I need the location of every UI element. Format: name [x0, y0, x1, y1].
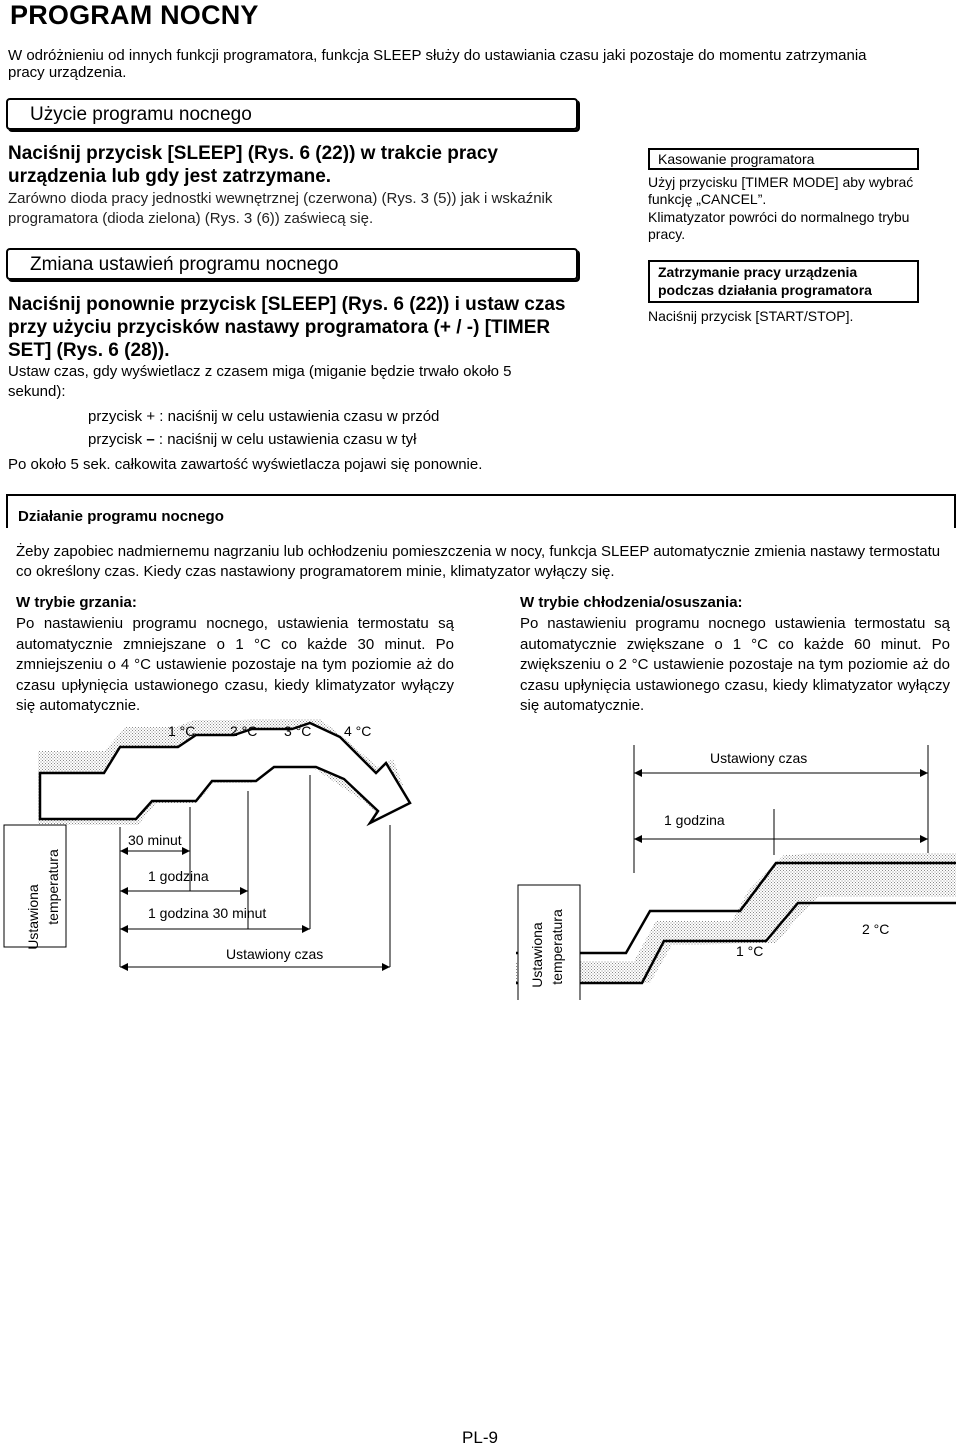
- page-number: PL-9: [462, 1428, 498, 1447]
- cool-step2-label: 2 °C: [862, 921, 890, 937]
- cancel-box-heading: [648, 148, 919, 170]
- change-section-step: Naciśnij ponownie przycisk [SLEEP] (Rys. 6 (22)) i ustaw czas przy użyciu przycisków nastawy programatora (+ / -) [TIMER SET] (Rys. 6 (28)).: [8, 294, 566, 361]
- cancel-box-heading-label: Kasowanie programatora: [658, 151, 815, 167]
- change-section-note: Ustaw czas, gdy wyświetlacz z czasem miga (miganie będzie trwało około 5 sekund):: [8, 363, 512, 400]
- cool-top-label: Ustawiony czas: [710, 750, 808, 766]
- use-section-note: Zarówno dioda pracy jednostki wewnętrznej (czerwona) (Rys. 3 (5)) jak i wskaźnik programatora (dioda zielona) (Rys. 3 (6)) zaświecą się.: [8, 190, 553, 227]
- heat-text: Po nastawieniu programu nocnego, ustawienia termostatu są automatycznie zmniejszane o 1 °C co każde 30 minut. Po zmniejszeniu o 4 °C ustawienie pozostaje na tym poziomie aż do czasu upłynięcia ustawionego czasu, kiedy klimatyzator wyłączy się automatycznie.: [16, 615, 454, 714]
- heat-temp-label: 1 °C: [168, 723, 196, 739]
- stop-box-heading-line2: podczas działania programatora: [658, 282, 872, 298]
- cool-diagram: [480, 735, 956, 1000]
- cancel-box-line1: Użyj przycisku [TIMER MODE] aby wybrać funkcję „CANCEL”.: [648, 174, 914, 207]
- heat-heading: W trybie grzania:: [16, 594, 137, 611]
- heat-time-label: 1 godzina: [148, 868, 209, 884]
- minus-line-text: : naciśnij w celu ustawienia czasu w tył: [154, 431, 417, 448]
- change-section-heading-label: Zmiana ustawień programu nocnego: [30, 254, 339, 275]
- cool-hour-label: 1 godzina: [664, 812, 725, 828]
- operation-section-header: [6, 494, 956, 528]
- minus-label: przycisk: [88, 431, 147, 448]
- stop-box-text: Naciśnij przycisk [START/STOP].: [648, 308, 854, 324]
- heat-diagram: [0, 715, 480, 980]
- use-section-heading: [6, 98, 578, 130]
- page-title: PROGRAM NOCNY: [10, 0, 259, 30]
- stop-box-heading-line1: Zatrzymanie pracy urządzenia: [658, 264, 858, 280]
- heat-axis-label: temperatura: [45, 849, 61, 925]
- minus-sign: –: [146, 431, 155, 448]
- change-section-heading: [6, 248, 578, 280]
- cool-shadow-band: [516, 853, 956, 983]
- cool-axis-label: Ustawiona: [529, 922, 545, 988]
- heat-temp-label: 4 °C: [344, 723, 372, 739]
- cool-step1-label: 1 °C: [736, 943, 764, 959]
- heat-time-label: 1 godzina 30 minut: [148, 905, 267, 921]
- heat-time-label: Ustawiony czas: [226, 946, 324, 962]
- cool-text: Po nastawieniu programu nocnego ustawienia termostatu są automatycznie zwiększane o 1 °C co każde 60 minut. Po zwiększeniu o 2 °C ustawienie pozostaje na tym poziomie aż do czasu upłynięcia ustawionego czasu, kiedy klimatyzator wyłączy się automatycznie.: [520, 615, 950, 714]
- heat-temp-label: 2 °C: [230, 723, 258, 739]
- operation-heading: Działanie programu nocnego: [18, 508, 224, 525]
- stop-box-heading: [648, 260, 919, 303]
- use-section-step: Naciśnij przycisk [SLEEP] (Rys. 6 (22)) w trakcie pracy urządzenia lub gdy jest zatrzymane.: [8, 143, 498, 187]
- after-text: Po około 5 sek. całkowita zawartość wyświetlacza pojawi się ponownie.: [8, 456, 483, 473]
- use-section-heading-label: Użycie programu nocnego: [30, 104, 252, 125]
- intro-text: W odróżnieniu od innych funkcji programatora, funkcja SLEEP służy do ustawiania czasu jaki pozostaje do momentu zatrzymania pracy urządzenia.: [8, 47, 867, 81]
- cancel-box-line2: Klimatyzator powróci do normalnego trybu pracy.: [648, 209, 910, 242]
- heat-temp-label: 3 °C: [284, 723, 312, 739]
- heat-axis-label: Ustawiona: [25, 884, 41, 950]
- minus-button-line: [88, 430, 416, 450]
- heat-time-label: 30 minut: [128, 832, 182, 848]
- cool-heading: W trybie chłodzenia/osuszania:: [520, 594, 743, 611]
- plus-button-line: przycisk + : naciśnij w celu ustawienia czasu w przód: [88, 408, 440, 425]
- operation-intro: Żeby zapobiec nadmiernemu nagrzaniu lub ochłodzeniu pomieszczenia w nocy, funkcja SLEEP automatycznie zmienia nastawy termostatu co określony czas. Kiedy czas nastawiony programatorem minie, klimatyzator wyłączy się.: [16, 543, 941, 580]
- cool-axis-label: temperatura: [549, 909, 565, 985]
